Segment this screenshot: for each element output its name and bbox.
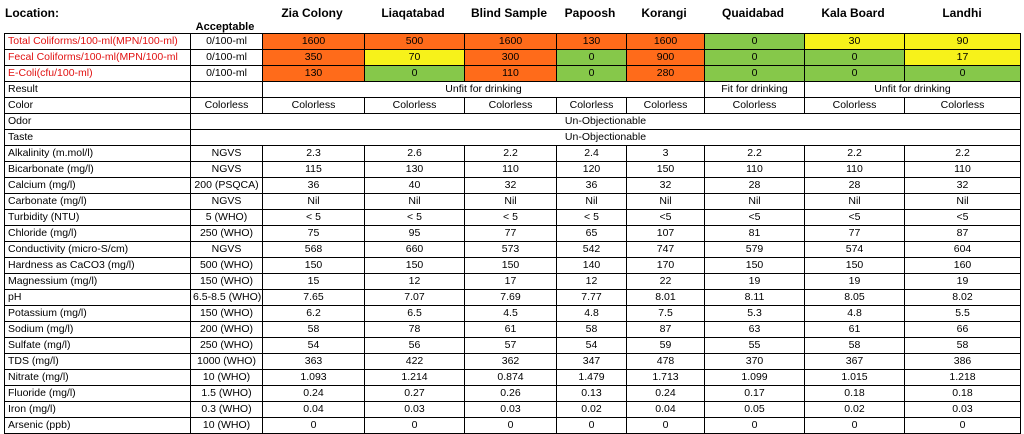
value-cell: 17 [905, 50, 1021, 66]
value-cell: 160 [905, 258, 1021, 274]
value-cell: 574 [805, 242, 905, 258]
value-cell: 110 [465, 66, 557, 82]
value-cell: 0 [705, 418, 805, 434]
value-cell: 0 [557, 66, 627, 82]
location-header-blind-sample: Blind Sample [470, 6, 547, 20]
value-cell: Nil [465, 194, 557, 210]
value-cell: 0.02 [557, 402, 627, 418]
value-cell: 0.874 [465, 370, 557, 386]
value-cell: 2.2 [905, 146, 1021, 162]
param-cell: Turbidity (NTU) [5, 210, 191, 226]
value-cell: 1600 [263, 34, 365, 50]
value-cell: 478 [627, 354, 705, 370]
result-unfit-cell: Unfit for drinking [263, 82, 705, 98]
value-cell: 0 [805, 50, 905, 66]
value-cell: 0.17 [705, 386, 805, 402]
value-cell: 63 [705, 322, 805, 338]
value-cell: Colorless [627, 98, 705, 114]
param-cell: Chloride (mg/l) [5, 226, 191, 242]
value-cell: 54 [263, 338, 365, 354]
value-cell: 0 [263, 418, 365, 434]
value-cell: 0.26 [465, 386, 557, 402]
value-cell: 347 [557, 354, 627, 370]
table-row-chemical [5, 258, 1021, 274]
result-fit-cell: Fit for drinking [705, 82, 805, 98]
value-cell: 604 [905, 242, 1021, 258]
value-cell: Colorless [365, 98, 465, 114]
value-cell: 32 [905, 178, 1021, 194]
location-header-quaidabad: Quaidabad [721, 6, 784, 20]
value-cell: 0 [705, 50, 805, 66]
value-cell: 0.24 [263, 386, 365, 402]
value-cell: 0 [905, 66, 1021, 82]
value-cell: < 5 [465, 210, 557, 226]
value-cell: 95 [365, 226, 465, 242]
acceptable-cell: 1000 (WHO) [191, 354, 263, 370]
value-cell: 1.214 [365, 370, 465, 386]
value-cell: 22 [627, 274, 705, 290]
value-cell: 130 [365, 162, 465, 178]
acceptable-cell: 0.3 (WHO) [191, 402, 263, 418]
acceptable-cell: Colorless [191, 98, 263, 114]
acceptable-label: Acceptable [195, 21, 255, 33]
value-cell: 2.3 [263, 146, 365, 162]
value-cell: 0 [465, 418, 557, 434]
param-cell: Magnessium (mg/l) [5, 274, 191, 290]
param-cell: Calcium (mg/l) [5, 178, 191, 194]
value-cell: 7.07 [365, 290, 465, 306]
value-cell: 367 [805, 354, 905, 370]
value-cell: 6.5 [365, 306, 465, 322]
value-cell: 362 [465, 354, 557, 370]
param-cell: Arsenic (ppb) [5, 418, 191, 434]
value-cell: 0.24 [627, 386, 705, 402]
table-row-chemical [5, 162, 1021, 178]
value-cell: 19 [805, 274, 905, 290]
location-header-liaqatabad: Liaqatabad [381, 6, 445, 20]
value-cell: 0 [365, 418, 465, 434]
value-cell: 1.218 [905, 370, 1021, 386]
value-cell: 4.8 [557, 306, 627, 322]
value-cell: 573 [465, 242, 557, 258]
value-cell: < 5 [263, 210, 365, 226]
value-cell: 54 [557, 338, 627, 354]
value-cell: Nil [263, 194, 365, 210]
value-cell: 0.02 [805, 402, 905, 418]
value-cell: <5 [705, 210, 805, 226]
value-cell: <5 [805, 210, 905, 226]
value-cell: Nil [627, 194, 705, 210]
value-cell: 568 [263, 242, 365, 258]
value-cell: 15 [263, 274, 365, 290]
value-cell: 542 [557, 242, 627, 258]
value-cell: 900 [627, 50, 705, 66]
value-cell: 8.05 [805, 290, 905, 306]
value-cell: 28 [705, 178, 805, 194]
table-row-chemical [5, 386, 1021, 402]
table-row-e-coli [5, 66, 1021, 82]
table-row-chemical [5, 322, 1021, 338]
value-cell: 1600 [627, 34, 705, 50]
value-cell: 0.18 [805, 386, 905, 402]
value-cell: 58 [557, 322, 627, 338]
table-row-chemical [5, 306, 1021, 322]
value-cell: 110 [905, 162, 1021, 178]
value-cell: 7.69 [465, 290, 557, 306]
value-cell: 57 [465, 338, 557, 354]
value-cell: 78 [365, 322, 465, 338]
table-row-chemical [5, 226, 1021, 242]
value-cell: 87 [905, 226, 1021, 242]
value-cell: 5.5 [905, 306, 1021, 322]
param-cell: Total Coliforms/100-ml(MPN/100-ml) [5, 34, 191, 50]
acceptable-cell: 150 (WHO) [191, 306, 263, 322]
value-cell: 61 [465, 322, 557, 338]
table-row-color [5, 98, 1021, 114]
table-row-chemical [5, 242, 1021, 258]
value-cell: 150 [627, 162, 705, 178]
value-cell: 500 [365, 34, 465, 50]
value-cell: Nil [365, 194, 465, 210]
value-cell: 6.2 [263, 306, 365, 322]
param-cell: Fecal Coliforms/100-ml(MPN/100-ml [5, 50, 191, 66]
param-cell: Fluoride (mg/l) [5, 386, 191, 402]
table-row-chemical [5, 178, 1021, 194]
value-cell: 87 [627, 322, 705, 338]
table-row-chemical [5, 354, 1021, 370]
table-row-total-coliforms [5, 34, 1021, 50]
value-cell: Colorless [905, 98, 1021, 114]
value-cell: 170 [627, 258, 705, 274]
value-cell: 4.8 [805, 306, 905, 322]
value-cell: Nil [805, 194, 905, 210]
location-header-landhi: Landhi [942, 6, 982, 20]
table-row-chemical [5, 274, 1021, 290]
acceptable-cell: 200 (PSQCA) [191, 178, 263, 194]
value-cell: 0.04 [263, 402, 365, 418]
acceptable-cell: 1.5 (WHO) [191, 386, 263, 402]
value-cell: 56 [365, 338, 465, 354]
param-cell: Bicarbonate (mg/l) [5, 162, 191, 178]
value-cell: Nil [705, 194, 805, 210]
value-cell: <5 [905, 210, 1021, 226]
value-cell: 150 [465, 258, 557, 274]
value-cell: 110 [465, 162, 557, 178]
value-cell: 2.2 [465, 146, 557, 162]
table-row-chemical [5, 338, 1021, 354]
acceptable-cell: 0/100-ml [191, 50, 263, 66]
value-cell: 0 [627, 418, 705, 434]
param-cell: Conductivity (micro-S/cm) [5, 242, 191, 258]
value-cell: < 5 [557, 210, 627, 226]
value-cell: Nil [557, 194, 627, 210]
value-cell: 140 [557, 258, 627, 274]
value-cell: 2.2 [705, 146, 805, 162]
param-cell: pH [5, 290, 191, 306]
value-cell: Colorless [557, 98, 627, 114]
value-cell: 7.5 [627, 306, 705, 322]
value-cell: 66 [905, 322, 1021, 338]
value-cell: 4.5 [465, 306, 557, 322]
value-cell: 0 [705, 34, 805, 50]
value-cell: 77 [465, 226, 557, 242]
acceptable-cell: 10 (WHO) [191, 370, 263, 386]
param-cell: Color [5, 98, 191, 114]
location-header-korangi: Korangi [641, 6, 687, 20]
acceptable-cell: 6.5-8.5 (WHO) [191, 290, 263, 306]
value-cell: 0 [557, 418, 627, 434]
param-cell: Hardness as CaCO3 (mg/l) [5, 258, 191, 274]
value-cell: 1.015 [805, 370, 905, 386]
value-cell: < 5 [365, 210, 465, 226]
value-cell: 59 [627, 338, 705, 354]
value-cell: 36 [263, 178, 365, 194]
table-row-chemical [5, 290, 1021, 306]
value-cell: 280 [627, 66, 705, 82]
value-cell: 386 [905, 354, 1021, 370]
location-header-zia-colony: Zia Colony [281, 6, 343, 20]
value-cell: 1600 [465, 34, 557, 50]
value-cell: 0 [557, 50, 627, 66]
value-cell: 12 [557, 274, 627, 290]
value-cell: 0.03 [905, 402, 1021, 418]
acceptable-cell: 5 (WHO) [191, 210, 263, 226]
value-cell: 55 [705, 338, 805, 354]
value-cell: 300 [465, 50, 557, 66]
value-cell: 7.77 [557, 290, 627, 306]
value-cell: 30 [805, 34, 905, 50]
value-cell: 36 [557, 178, 627, 194]
param-cell: Potassium (mg/l) [5, 306, 191, 322]
param-cell: Carbonate (mg/l) [5, 194, 191, 210]
value-cell: Colorless [263, 98, 365, 114]
table-row-chemical [5, 402, 1021, 418]
value-cell: 58 [805, 338, 905, 354]
value-cell: 12 [365, 274, 465, 290]
param-cell: Sodium (mg/l) [5, 322, 191, 338]
value-cell: 65 [557, 226, 627, 242]
acceptable-cell: NGVS [191, 162, 263, 178]
param-cell: Sulfate (mg/l) [5, 338, 191, 354]
value-cell: 19 [905, 274, 1021, 290]
acceptable-cell: 0/100-ml [191, 34, 263, 50]
value-cell: 150 [705, 258, 805, 274]
param-cell: E-Coli(cfu/100-ml) [5, 66, 191, 82]
value-cell: 150 [365, 258, 465, 274]
odor-value-cell: Un-Objectionable [191, 114, 1021, 130]
table-row-fecal-coliforms [5, 50, 1021, 66]
value-cell: 363 [263, 354, 365, 370]
value-cell: 0 [805, 418, 905, 434]
acceptable-cell: 200 (WHO) [191, 322, 263, 338]
value-cell: 8.01 [627, 290, 705, 306]
value-cell: 120 [557, 162, 627, 178]
table-row-odor [5, 114, 1021, 130]
value-cell: 1.099 [705, 370, 805, 386]
value-cell: 660 [365, 242, 465, 258]
value-cell: 115 [263, 162, 365, 178]
value-cell: 17 [465, 274, 557, 290]
value-cell: 7.65 [263, 290, 365, 306]
acceptable-cell: NGVS [191, 146, 263, 162]
param-cell: Alkalinity (m.mol/l) [5, 146, 191, 162]
table-row-chemical [5, 146, 1021, 162]
acceptable-cell: 500 (WHO) [191, 258, 263, 274]
value-cell: 0.05 [705, 402, 805, 418]
table-row-chemical [5, 210, 1021, 226]
param-cell: Iron (mg/l) [5, 402, 191, 418]
acceptable-cell: 150 (WHO) [191, 274, 263, 290]
param-cell: Odor [5, 114, 191, 130]
value-cell: Nil [905, 194, 1021, 210]
value-cell: 77 [805, 226, 905, 242]
value-cell: 32 [627, 178, 705, 194]
table-row-taste [5, 130, 1021, 146]
value-cell: 150 [805, 258, 905, 274]
value-cell: Colorless [705, 98, 805, 114]
table-row-chemical [5, 194, 1021, 210]
value-cell: 150 [263, 258, 365, 274]
value-cell: 2.2 [805, 146, 905, 162]
value-cell: 0.18 [905, 386, 1021, 402]
value-cell: 130 [557, 34, 627, 50]
value-cell: 1.093 [263, 370, 365, 386]
param-cell: TDS (mg/l) [5, 354, 191, 370]
value-cell: 0.03 [365, 402, 465, 418]
value-cell: Colorless [465, 98, 557, 114]
location-label: Location: [5, 6, 59, 20]
value-cell: 422 [365, 354, 465, 370]
value-cell: 28 [805, 178, 905, 194]
value-cell: 747 [627, 242, 705, 258]
acceptable-cell: NGVS [191, 194, 263, 210]
value-cell: 110 [705, 162, 805, 178]
value-cell: 8.02 [905, 290, 1021, 306]
water-quality-table [4, 33, 1021, 434]
value-cell: 2.4 [557, 146, 627, 162]
value-cell: 32 [465, 178, 557, 194]
param-cell: Result [5, 82, 191, 98]
value-cell: 3 [627, 146, 705, 162]
value-cell: 0.04 [627, 402, 705, 418]
value-cell: 19 [705, 274, 805, 290]
value-cell: 107 [627, 226, 705, 242]
value-cell: 0.27 [365, 386, 465, 402]
value-cell: 75 [263, 226, 365, 242]
value-cell: 2.6 [365, 146, 465, 162]
acceptable-cell: NGVS [191, 242, 263, 258]
acceptable-cell: 10 (WHO) [191, 418, 263, 434]
table-body [5, 34, 1021, 434]
value-cell: 70 [365, 50, 465, 66]
value-cell: 0 [365, 66, 465, 82]
value-cell: 40 [365, 178, 465, 194]
value-cell: 58 [263, 322, 365, 338]
location-header-papoosh: Papoosh [564, 6, 616, 20]
value-cell: Colorless [805, 98, 905, 114]
value-cell: 110 [805, 162, 905, 178]
value-cell: 0 [705, 66, 805, 82]
value-cell: 61 [805, 322, 905, 338]
value-cell: 1.479 [557, 370, 627, 386]
param-cell: Nitrate (mg/l) [5, 370, 191, 386]
value-cell: 5.3 [705, 306, 805, 322]
value-cell: 1.713 [627, 370, 705, 386]
value-cell: 350 [263, 50, 365, 66]
value-cell: 579 [705, 242, 805, 258]
value-cell: 0.03 [465, 402, 557, 418]
value-cell: 370 [705, 354, 805, 370]
value-cell: 90 [905, 34, 1021, 50]
taste-value-cell: Un-Objectionable [191, 130, 1021, 146]
value-cell: 8.11 [705, 290, 805, 306]
value-cell: 0.13 [557, 386, 627, 402]
acceptable-cell: 0/100-ml [191, 66, 263, 82]
value-cell: <5 [627, 210, 705, 226]
table-row-chemical [5, 370, 1021, 386]
location-header-kala-board: Kala Board [821, 6, 885, 20]
acceptable-cell: 250 (WHO) [191, 338, 263, 354]
value-cell: 130 [263, 66, 365, 82]
acceptable-cell [191, 82, 263, 98]
value-cell: 81 [705, 226, 805, 242]
value-cell: 0 [805, 66, 905, 82]
table-row-chemical [5, 418, 1021, 434]
value-cell: 58 [905, 338, 1021, 354]
result-unfit-cell: Unfit for drinking [805, 82, 1021, 98]
acceptable-cell: 250 (WHO) [191, 226, 263, 242]
table-row-result [5, 82, 1021, 98]
value-cell: 0 [905, 418, 1021, 434]
param-cell: Taste [5, 130, 191, 146]
